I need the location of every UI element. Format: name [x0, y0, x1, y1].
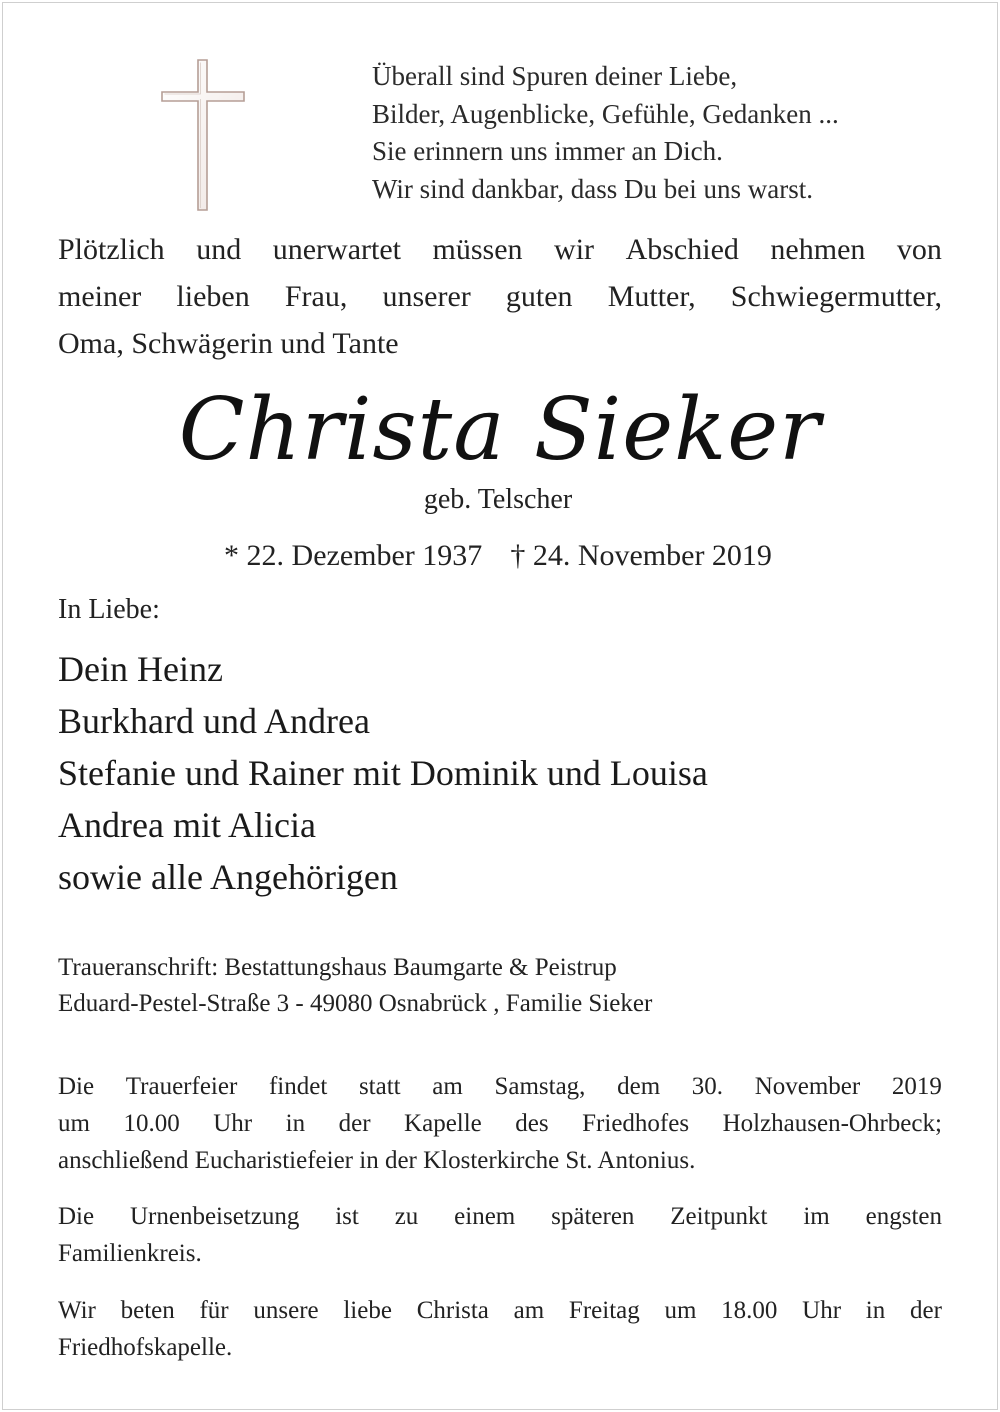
word: der [338, 1110, 371, 1137]
word: um [58, 1110, 90, 1137]
memorial-poem [372, 58, 972, 208]
word: in [865, 1297, 886, 1324]
word: 10.00 [123, 1110, 180, 1137]
word: Wir [58, 1297, 96, 1324]
word: um [664, 1297, 697, 1324]
word: 2019 [891, 1073, 942, 1100]
word: müssen [432, 233, 523, 266]
word: und [196, 233, 242, 266]
word: Kapelle [404, 1110, 482, 1137]
family-list [58, 643, 708, 903]
word: meiner [58, 280, 142, 313]
word: findet [268, 1073, 328, 1100]
word: einem [454, 1203, 516, 1230]
word: unsere [253, 1297, 319, 1324]
intro-line: Oma, Schwägerin und Tante [58, 327, 399, 360]
word: 18.00 [721, 1297, 778, 1324]
word: zu [394, 1203, 419, 1230]
mourning-address [58, 950, 652, 1022]
word: engsten [865, 1203, 942, 1230]
birth-date: * 22. Dezember 1937 [224, 539, 483, 572]
word: Zeitpunkt [670, 1203, 768, 1230]
family-member: Andrea mit Alicia [58, 805, 316, 845]
word: Samstag, [494, 1073, 586, 1100]
word: Mutter, [607, 280, 696, 313]
word: Die [58, 1203, 95, 1230]
word: Friedhofes [582, 1110, 690, 1137]
prayer-line [58, 1292, 942, 1329]
word: Urnenbeisetzung [129, 1203, 300, 1230]
family-member: Stefanie und Rainer mit Dominik und Louisa [58, 753, 708, 793]
prayer-info [58, 1292, 942, 1366]
service-line [58, 1105, 942, 1142]
word: wir [554, 233, 595, 266]
poem-line: Bilder, Augenblicke, Gefühle, Gedanken ... [372, 98, 839, 129]
urn-line [58, 1198, 942, 1235]
word: am [432, 1073, 463, 1100]
life-dates [0, 534, 996, 578]
word: am [513, 1297, 545, 1324]
word: guten [505, 280, 573, 313]
prayer-line: Friedhofskapelle. [58, 1334, 233, 1361]
word: unserer [382, 280, 471, 313]
family-member: sowie alle Angehörigen [58, 857, 398, 897]
death-date: † 24. November 2019 [510, 539, 772, 572]
word: Uhr [213, 1110, 253, 1137]
family-member: Dein Heinz [58, 649, 223, 689]
address-line: Traueranschrift: Bestattungshaus Baumgarte & Peistrup [58, 954, 617, 981]
word: Schwiegermutter, [730, 280, 942, 313]
intro-line [58, 226, 942, 273]
word: Die [58, 1073, 95, 1100]
word: beten [120, 1297, 175, 1324]
poem-line: Überall sind Spuren deiner Liebe, [372, 61, 738, 91]
word: Freitag [568, 1297, 640, 1324]
love-label: In Liebe: [58, 594, 160, 625]
funeral-service-info [58, 1068, 942, 1179]
word: lieben [176, 280, 250, 313]
word: der [909, 1297, 942, 1324]
word: späteren [551, 1203, 635, 1230]
word: ist [335, 1203, 359, 1230]
birth-name: geb. Telscher [423, 484, 573, 515]
word: liebe [343, 1297, 392, 1324]
word: Frau, [284, 280, 348, 313]
word: Uhr [802, 1297, 842, 1324]
word: dem [617, 1073, 661, 1100]
address-line: Eduard-Pestel-Straße 3 - 49080 Osnabrück , Familie Sieker [58, 990, 653, 1017]
word: Abschied [625, 233, 739, 266]
word: Trauerfeier [125, 1073, 238, 1100]
word: nehmen [770, 233, 866, 266]
word: November [754, 1073, 861, 1100]
service-line: anschließend Eucharistiefeier in der Klosterkirche St. Antonius. [58, 1147, 696, 1174]
word: Plötzlich [58, 233, 165, 266]
word: Holzhausen-Ohrbeck; [722, 1110, 942, 1137]
service-line [58, 1068, 942, 1105]
word: von [896, 233, 942, 266]
word: für [199, 1297, 229, 1324]
intro-text [58, 226, 942, 367]
poem-line: Sie erinnern uns immer an Dich. [372, 136, 723, 166]
cross-icon [158, 58, 248, 214]
word: Christa [416, 1297, 489, 1324]
deceased-name: Christa Sieker [178, 380, 822, 480]
word: in [285, 1110, 306, 1137]
word: statt [358, 1073, 401, 1100]
urn-burial-info [58, 1198, 942, 1272]
word: 30. [691, 1073, 724, 1100]
word: im [803, 1203, 830, 1230]
family-member: Burkhard und Andrea [58, 701, 370, 741]
urn-line: Familienkreis. [58, 1240, 202, 1267]
word: unerwartet [272, 233, 401, 266]
poem-line: Wir sind dankbar, dass Du bei uns warst. [372, 173, 814, 204]
word: des [515, 1110, 549, 1137]
intro-line [58, 273, 942, 320]
